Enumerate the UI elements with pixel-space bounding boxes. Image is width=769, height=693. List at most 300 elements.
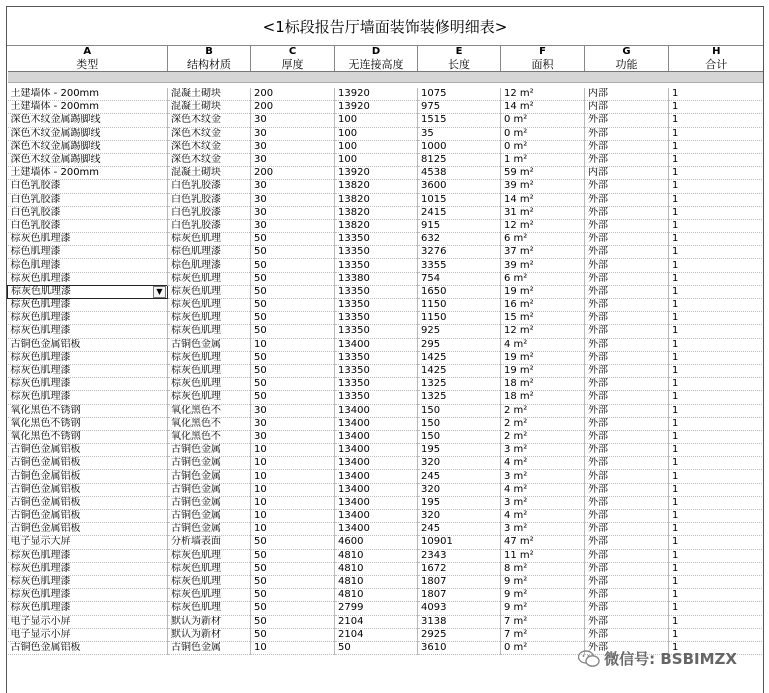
table-cell[interactable]: 深色木纹金 — [168, 153, 251, 166]
table-row[interactable] — [8, 325, 764, 338]
table-cell[interactable]: 30 — [251, 206, 335, 219]
table-cell[interactable]: 50 — [251, 628, 335, 641]
table-cell[interactable]: 10 — [251, 496, 335, 509]
table-cell[interactable]: 0 m² — [501, 127, 585, 140]
table-row[interactable] — [8, 483, 764, 496]
table-cell[interactable]: 50 — [251, 391, 335, 404]
table-cell[interactable]: 1 — [669, 206, 764, 219]
table-row[interactable] — [8, 88, 764, 101]
table-cell[interactable]: 外部 — [585, 140, 669, 153]
table-cell[interactable]: 内部 — [585, 167, 669, 180]
table-row[interactable] — [8, 167, 764, 180]
table-row[interactable] — [8, 272, 764, 285]
table-cell[interactable]: 12 m² — [501, 219, 585, 232]
table-cell[interactable]: 外部 — [585, 496, 669, 509]
table-cell[interactable]: 内部 — [585, 88, 669, 101]
table-cell[interactable]: 氧化黑色不锈钢 — [8, 404, 168, 417]
table-cell[interactable]: 200 — [251, 88, 335, 101]
table-row[interactable] — [8, 180, 764, 193]
table-cell[interactable]: 白色乳胶漆 — [168, 206, 251, 219]
table-cell[interactable]: 土建墙体 - 200mm — [8, 101, 168, 114]
column-letter[interactable]: H — [669, 46, 764, 58]
table-cell[interactable]: 2925 — [418, 628, 501, 641]
table-cell[interactable]: 13400 — [335, 444, 418, 457]
table-cell[interactable]: 13400 — [335, 470, 418, 483]
table-row[interactable] — [8, 140, 764, 153]
table-cell[interactable]: 30 — [251, 127, 335, 140]
table-cell[interactable]: 320 — [418, 483, 501, 496]
column-letter[interactable]: E — [418, 46, 501, 58]
table-cell[interactable]: 棕灰色肌理 — [168, 285, 251, 298]
table-cell[interactable]: 棕灰色肌理 — [168, 299, 251, 312]
table-cell[interactable]: 1 — [669, 219, 764, 232]
table-cell[interactable]: 200 — [251, 167, 335, 180]
table-cell[interactable]: 50 — [251, 299, 335, 312]
table-cell[interactable]: 13820 — [335, 193, 418, 206]
table-row[interactable] — [8, 562, 764, 575]
table-cell[interactable]: 1 — [669, 510, 764, 523]
table-cell[interactable]: 棕灰色肌理漆 — [8, 351, 168, 364]
table-cell[interactable]: 3 m² — [501, 470, 585, 483]
table-cell[interactable]: 1425 — [418, 364, 501, 377]
table-cell[interactable]: 1 — [669, 259, 764, 272]
table-cell[interactable]: 外部 — [585, 510, 669, 523]
table-row[interactable] — [8, 457, 764, 470]
table-cell[interactable]: 37 m² — [501, 246, 585, 259]
table-cell[interactable]: 外部 — [585, 180, 669, 193]
table-cell[interactable]: 棕灰色肌理漆 — [8, 562, 168, 575]
table-cell[interactable]: 1 — [669, 299, 764, 312]
table-cell[interactable]: 外部 — [585, 641, 669, 654]
table-cell[interactable]: 13350 — [335, 246, 418, 259]
table-cell[interactable]: 外部 — [585, 299, 669, 312]
table-cell[interactable]: 30 — [251, 180, 335, 193]
table-cell[interactable]: 棕灰色肌理 — [168, 575, 251, 588]
table-cell[interactable]: 9 m² — [501, 589, 585, 602]
table-cell[interactable]: 50 — [251, 285, 335, 298]
table-cell[interactable]: 13400 — [335, 417, 418, 430]
table-cell[interactable]: 1 — [669, 351, 764, 364]
table-cell[interactable]: 1 — [669, 140, 764, 153]
table-cell[interactable]: 13920 — [335, 101, 418, 114]
table-cell[interactable]: 1 — [669, 193, 764, 206]
table-cell[interactable]: 3 m² — [501, 523, 585, 536]
table-cell[interactable]: 外部 — [585, 114, 669, 127]
table-cell[interactable]: 12 m² — [501, 88, 585, 101]
table-cell[interactable]: 棕灰色肌理漆 — [8, 233, 168, 246]
table-cell[interactable]: 30 — [251, 417, 335, 430]
table-cell[interactable]: 50 — [251, 378, 335, 391]
table-cell[interactable]: 14 m² — [501, 193, 585, 206]
table-cell[interactable]: 30 — [251, 153, 335, 166]
table-cell[interactable]: 古铜色金属 — [168, 470, 251, 483]
table-cell[interactable]: 0 m² — [501, 114, 585, 127]
table-cell[interactable]: 13350 — [335, 259, 418, 272]
table-cell[interactable]: 外部 — [585, 206, 669, 219]
table-cell[interactable]: 棕灰色肌理漆 — [8, 364, 168, 377]
column-header[interactable]: 功能 — [585, 58, 669, 72]
table-cell[interactable]: 9 m² — [501, 575, 585, 588]
table-row[interactable] — [8, 233, 764, 246]
column-header[interactable]: 长度 — [418, 58, 501, 72]
table-cell[interactable]: 外部 — [585, 391, 669, 404]
table-cell[interactable]: 2415 — [418, 206, 501, 219]
selected-type-cell[interactable]: 棕灰色肌理漆 ▼ — [8, 285, 168, 298]
table-cell[interactable]: 4810 — [335, 589, 418, 602]
table-cell[interactable]: 棕色肌理漆 — [8, 259, 168, 272]
column-header[interactable]: 厚度 — [251, 58, 335, 72]
table-row[interactable] — [8, 101, 764, 114]
table-cell[interactable]: 14 m² — [501, 101, 585, 114]
table-cell[interactable]: 1672 — [418, 562, 501, 575]
table-cell[interactable]: 1 — [669, 470, 764, 483]
table-cell[interactable]: 1 — [669, 404, 764, 417]
table-cell[interactable]: 15 m² — [501, 312, 585, 325]
table-cell[interactable]: 13350 — [335, 312, 418, 325]
table-cell[interactable]: 1 — [669, 457, 764, 470]
table-cell[interactable]: 50 — [251, 312, 335, 325]
table-cell[interactable]: 8125 — [418, 153, 501, 166]
table-row[interactable] — [8, 338, 764, 351]
table-cell[interactable]: 4 m² — [501, 510, 585, 523]
table-cell[interactable]: 50 — [251, 259, 335, 272]
table-cell[interactable]: 4810 — [335, 575, 418, 588]
table-cell[interactable]: 1 — [669, 285, 764, 298]
table-cell[interactable]: 6 m² — [501, 272, 585, 285]
table-cell[interactable]: 7 m² — [501, 615, 585, 628]
table-cell[interactable]: 外部 — [585, 615, 669, 628]
table-cell[interactable]: 2 m² — [501, 404, 585, 417]
table-cell[interactable]: 古铜色金属 — [168, 457, 251, 470]
table-cell[interactable]: 混凝土砌块 — [168, 167, 251, 180]
table-cell[interactable]: 外部 — [585, 219, 669, 232]
table-cell[interactable]: 古铜色金属铝板 — [8, 641, 168, 654]
table-cell[interactable]: 13350 — [335, 325, 418, 338]
table-cell[interactable]: 白色乳胶漆 — [168, 219, 251, 232]
table-cell[interactable]: 1 — [669, 88, 764, 101]
table-cell[interactable]: 50 — [335, 641, 418, 654]
table-cell[interactable]: 棕灰色肌理漆 — [8, 391, 168, 404]
table-cell[interactable]: 氧化黑色不 — [168, 417, 251, 430]
table-cell[interactable]: 4810 — [335, 562, 418, 575]
table-cell[interactable]: 10 — [251, 457, 335, 470]
table-cell[interactable]: 13820 — [335, 219, 418, 232]
table-cell[interactable]: 31 m² — [501, 206, 585, 219]
table-cell[interactable]: 1 — [669, 628, 764, 641]
table-cell[interactable]: 9 m² — [501, 602, 585, 615]
table-cell[interactable]: 195 — [418, 444, 501, 457]
table-cell[interactable]: 1325 — [418, 391, 501, 404]
table-cell[interactable]: 150 — [418, 417, 501, 430]
table-cell[interactable]: 1 — [669, 523, 764, 536]
table-cell[interactable]: 默认为新材 — [168, 628, 251, 641]
table-cell[interactable]: 13350 — [335, 299, 418, 312]
table-cell[interactable]: 13350 — [335, 233, 418, 246]
table-cell[interactable]: 外部 — [585, 233, 669, 246]
table-cell[interactable]: 电子显示大屏 — [8, 536, 168, 549]
table-cell[interactable]: 4538 — [418, 167, 501, 180]
table-cell[interactable]: 白色乳胶漆 — [168, 193, 251, 206]
table-cell[interactable]: 3 m² — [501, 444, 585, 457]
table-cell[interactable]: 棕灰色肌理漆 — [8, 602, 168, 615]
table-cell[interactable]: 13920 — [335, 88, 418, 101]
table-cell[interactable]: 18 m² — [501, 378, 585, 391]
table-cell[interactable]: 1 — [669, 180, 764, 193]
table-cell[interactable]: 320 — [418, 510, 501, 523]
table-cell[interactable]: 13350 — [335, 285, 418, 298]
table-cell[interactable]: 50 — [251, 272, 335, 285]
table-cell[interactable]: 13350 — [335, 364, 418, 377]
table-cell[interactable]: 10901 — [418, 536, 501, 549]
table-cell[interactable]: 50 — [251, 325, 335, 338]
table-cell[interactable]: 1 — [669, 312, 764, 325]
table-cell[interactable]: 4810 — [335, 549, 418, 562]
table-row[interactable] — [8, 417, 764, 430]
chevron-down-icon[interactable]: ▼ — [153, 286, 166, 298]
table-cell[interactable]: 外部 — [585, 628, 669, 641]
table-cell[interactable]: 1000 — [418, 140, 501, 153]
table-cell[interactable]: 古铜色金属铝板 — [8, 457, 168, 470]
table-cell[interactable]: 13400 — [335, 338, 418, 351]
table-cell[interactable]: 外部 — [585, 536, 669, 549]
table-row[interactable] — [8, 602, 764, 615]
column-header[interactable]: 类型 — [8, 58, 168, 72]
table-cell[interactable]: 320 — [418, 457, 501, 470]
table-cell[interactable]: 10 — [251, 444, 335, 457]
column-letter[interactable]: C — [251, 46, 335, 58]
table-cell[interactable]: 白色乳胶漆 — [8, 193, 168, 206]
table-cell[interactable]: 1515 — [418, 114, 501, 127]
table-cell[interactable]: 1 — [669, 338, 764, 351]
table-cell[interactable]: 白色乳胶漆 — [8, 180, 168, 193]
table-cell[interactable]: 1 — [669, 615, 764, 628]
table-cell[interactable]: 16 m² — [501, 299, 585, 312]
table-cell[interactable]: 土建墙体 - 200mm — [8, 88, 168, 101]
table-cell[interactable]: 外部 — [585, 193, 669, 206]
table-cell[interactable]: 632 — [418, 233, 501, 246]
table-cell[interactable]: 2799 — [335, 602, 418, 615]
table-cell[interactable]: 1 — [669, 364, 764, 377]
table-row[interactable] — [8, 219, 764, 232]
table-cell[interactable]: 150 — [418, 430, 501, 443]
table-row[interactable] — [8, 510, 764, 523]
table-cell[interactable]: 深色木纹金属踢脚线 — [8, 153, 168, 166]
table-cell[interactable]: 3600 — [418, 180, 501, 193]
table-cell[interactable]: 1 — [669, 378, 764, 391]
table-cell[interactable]: 古铜色金属 — [168, 496, 251, 509]
table-cell[interactable]: 棕灰色肌理漆 — [8, 325, 168, 338]
table-cell[interactable]: 古铜色金属 — [168, 483, 251, 496]
table-cell[interactable]: 39 m² — [501, 259, 585, 272]
table-cell[interactable]: 外部 — [585, 562, 669, 575]
table-cell[interactable]: 30 — [251, 114, 335, 127]
table-cell[interactable]: 1 — [669, 549, 764, 562]
table-cell[interactable]: 棕灰色肌理漆 — [8, 589, 168, 602]
table-cell[interactable]: 棕灰色肌理 — [168, 364, 251, 377]
table-cell[interactable]: 13400 — [335, 430, 418, 443]
table-cell[interactable]: 1 — [669, 483, 764, 496]
table-cell[interactable]: 古铜色金属铝板 — [8, 523, 168, 536]
table-cell[interactable]: 10 — [251, 510, 335, 523]
table-cell[interactable]: 50 — [251, 562, 335, 575]
table-row[interactable] — [8, 193, 764, 206]
table-cell[interactable]: 0 m² — [501, 140, 585, 153]
table-cell[interactable]: 3610 — [418, 641, 501, 654]
table-cell[interactable]: 39 m² — [501, 180, 585, 193]
table-cell[interactable]: 245 — [418, 523, 501, 536]
table-row[interactable] — [8, 589, 764, 602]
table-cell[interactable]: 古铜色金属铝板 — [8, 444, 168, 457]
table-cell[interactable]: 2 m² — [501, 430, 585, 443]
table-cell[interactable]: 13400 — [335, 457, 418, 470]
table-cell[interactable]: 1 — [669, 114, 764, 127]
column-letter[interactable]: D — [335, 46, 418, 58]
table-cell[interactable]: 1150 — [418, 299, 501, 312]
table-cell[interactable]: 19 m² — [501, 351, 585, 364]
table-cell[interactable]: 古铜色金属 — [168, 444, 251, 457]
table-cell[interactable]: 0 m² — [501, 641, 585, 654]
table-cell[interactable]: 50 — [251, 536, 335, 549]
table-cell[interactable]: 棕灰色肌理漆 — [8, 312, 168, 325]
table-cell[interactable]: 1 — [669, 575, 764, 588]
table-cell[interactable]: 混凝土砌块 — [168, 101, 251, 114]
table-cell[interactable]: 1325 — [418, 378, 501, 391]
table-cell[interactable]: 50 — [251, 233, 335, 246]
table-cell[interactable]: 深色木纹金 — [168, 127, 251, 140]
table-cell[interactable]: 50 — [251, 246, 335, 259]
table-cell[interactable]: 1 — [669, 496, 764, 509]
table-cell[interactable]: 棕灰色肌理 — [168, 351, 251, 364]
table-cell[interactable]: 1 — [669, 536, 764, 549]
table-row[interactable] — [8, 470, 764, 483]
column-header[interactable]: 合计 — [669, 58, 764, 72]
table-cell[interactable]: 棕灰色肌理 — [168, 378, 251, 391]
table-row[interactable] — [8, 153, 764, 166]
table-row[interactable] — [8, 378, 764, 391]
table-cell[interactable]: 3355 — [418, 259, 501, 272]
table-cell[interactable]: 30 — [251, 430, 335, 443]
table-cell[interactable]: 915 — [418, 219, 501, 232]
table-cell[interactable]: 30 — [251, 140, 335, 153]
table-cell[interactable]: 245 — [418, 470, 501, 483]
table-cell[interactable]: 1 — [669, 430, 764, 443]
table-cell[interactable]: 2104 — [335, 615, 418, 628]
table-cell[interactable]: 1 — [669, 246, 764, 259]
table-cell[interactable]: 12 m² — [501, 325, 585, 338]
table-cell[interactable]: 棕灰色肌理 — [168, 549, 251, 562]
table-cell[interactable]: 4 m² — [501, 457, 585, 470]
table-cell[interactable]: 1 — [669, 167, 764, 180]
table-cell[interactable]: 外部 — [585, 589, 669, 602]
table-cell[interactable]: 35 — [418, 127, 501, 140]
table-cell[interactable]: 1807 — [418, 575, 501, 588]
table-cell[interactable]: 13400 — [335, 496, 418, 509]
table-cell[interactable]: 195 — [418, 496, 501, 509]
table-cell[interactable]: 1 — [669, 233, 764, 246]
table-cell[interactable]: 外部 — [585, 364, 669, 377]
table-cell[interactable]: 外部 — [585, 351, 669, 364]
table-cell[interactable]: 内部 — [585, 101, 669, 114]
table-cell[interactable]: 10 — [251, 483, 335, 496]
table-cell[interactable]: 古铜色金属铝板 — [8, 496, 168, 509]
table-cell[interactable]: 925 — [418, 325, 501, 338]
table-cell[interactable]: 10 — [251, 523, 335, 536]
table-cell[interactable]: 白色乳胶漆 — [168, 180, 251, 193]
table-row[interactable] — [8, 496, 764, 509]
table-cell[interactable]: 1 — [669, 562, 764, 575]
table-cell[interactable]: 白色乳胶漆 — [8, 219, 168, 232]
table-cell[interactable]: 古铜色金属 — [168, 338, 251, 351]
table-cell[interactable]: 1 — [669, 153, 764, 166]
column-header[interactable]: 面积 — [501, 58, 585, 72]
table-cell[interactable]: 1 — [669, 391, 764, 404]
table-row[interactable] — [8, 536, 764, 549]
table-cell[interactable]: 1 — [669, 325, 764, 338]
table-cell[interactable]: 古铜色金属 — [168, 523, 251, 536]
table-cell[interactable]: 295 — [418, 338, 501, 351]
table-cell[interactable]: 外部 — [585, 153, 669, 166]
table-cell[interactable]: 1 — [669, 417, 764, 430]
column-header[interactable]: 结构材质 — [168, 58, 251, 72]
table-cell[interactable]: 1 — [669, 641, 764, 654]
table-cell[interactable]: 47 m² — [501, 536, 585, 549]
table-row[interactable] — [8, 628, 764, 641]
table-cell[interactable]: 棕灰色肌理漆 — [8, 549, 168, 562]
table-cell[interactable]: 外部 — [585, 259, 669, 272]
table-row[interactable] — [8, 312, 764, 325]
table-cell[interactable]: 外部 — [585, 549, 669, 562]
table-cell[interactable]: 10 — [251, 641, 335, 654]
table-cell[interactable]: 4 m² — [501, 338, 585, 351]
table-row[interactable] — [8, 259, 764, 272]
table-cell[interactable]: 混凝土砌块 — [168, 88, 251, 101]
table-row[interactable] — [8, 615, 764, 628]
table-cell[interactable]: 59 m² — [501, 167, 585, 180]
table-cell[interactable]: 古铜色金属铝板 — [8, 510, 168, 523]
table-cell[interactable]: 1650 — [418, 285, 501, 298]
table-cell[interactable]: 4093 — [418, 602, 501, 615]
table-cell[interactable]: 外部 — [585, 272, 669, 285]
table-cell[interactable]: 深色木纹金 — [168, 114, 251, 127]
table-cell[interactable]: 电子显示小屏 — [8, 615, 168, 628]
table-cell[interactable]: 100 — [335, 114, 418, 127]
table-cell[interactable]: 棕灰色肌理 — [168, 272, 251, 285]
table-cell[interactable]: 棕灰色肌理 — [168, 589, 251, 602]
table-cell[interactable]: 13400 — [335, 523, 418, 536]
table-cell[interactable]: 975 — [418, 101, 501, 114]
table-cell[interactable]: 13400 — [335, 510, 418, 523]
table-row[interactable] — [8, 285, 764, 298]
table-cell[interactable]: 棕灰色肌理漆 — [8, 378, 168, 391]
table-row[interactable] — [8, 444, 764, 457]
table-cell[interactable]: 50 — [251, 549, 335, 562]
table-cell[interactable]: 13820 — [335, 206, 418, 219]
table-cell[interactable]: 50 — [251, 351, 335, 364]
table-row[interactable] — [8, 299, 764, 312]
table-cell[interactable]: 棕色肌理漆 — [168, 246, 251, 259]
column-letter[interactable]: A — [83, 46, 92, 57]
table-cell[interactable]: 100 — [335, 153, 418, 166]
table-cell[interactable]: 外部 — [585, 378, 669, 391]
table-cell[interactable]: 外部 — [585, 430, 669, 443]
table-cell[interactable]: 默认为新材 — [168, 615, 251, 628]
table-cell[interactable]: 200 — [251, 101, 335, 114]
table-cell[interactable]: 13820 — [335, 180, 418, 193]
table-cell[interactable]: 1075 — [418, 88, 501, 101]
table-cell[interactable]: 50 — [251, 589, 335, 602]
table-cell[interactable]: 氧化黑色不锈钢 — [8, 430, 168, 443]
table-cell[interactable]: 13350 — [335, 378, 418, 391]
